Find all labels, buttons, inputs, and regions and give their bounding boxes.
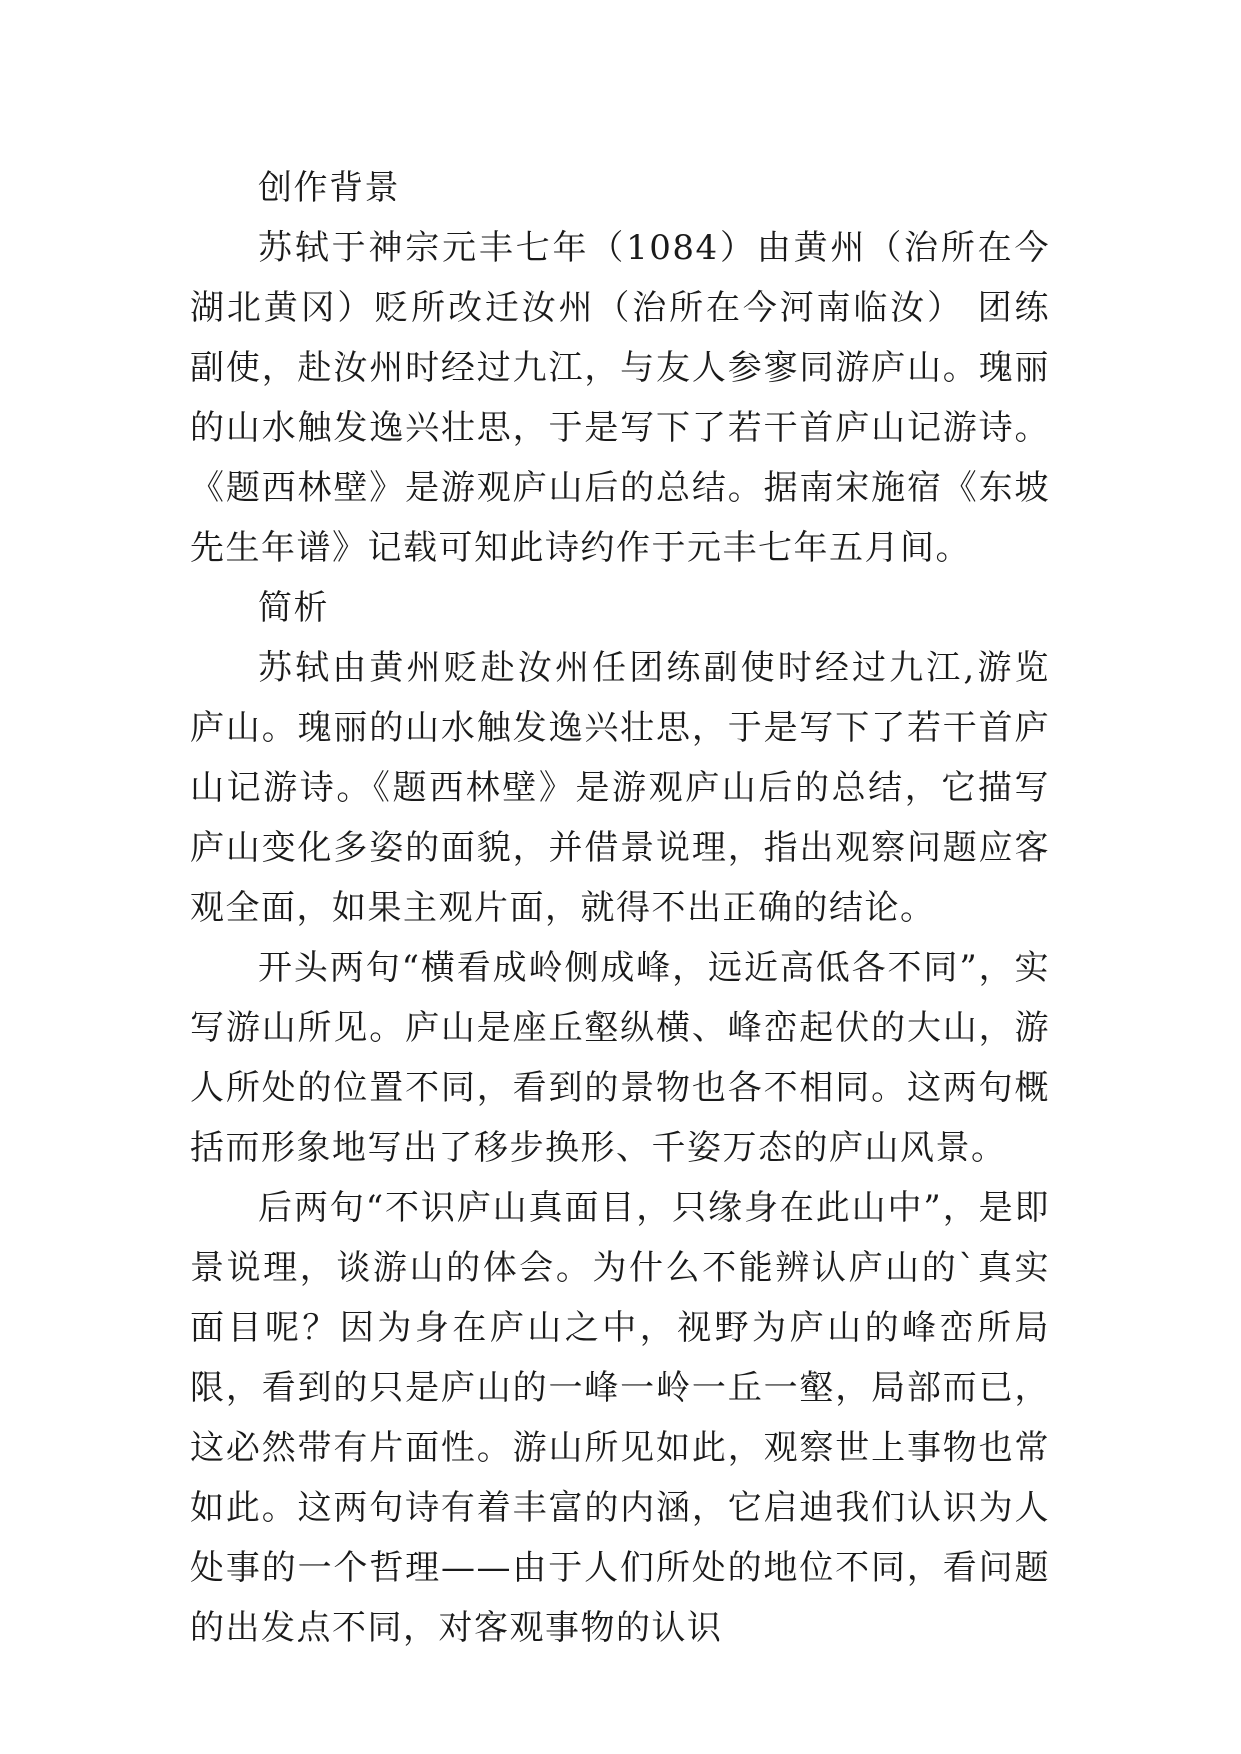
paragraph-analysis-2: 开头两句“横看成岭侧成峰，远近高低各不同”，实写游山所见。庐山是座丘壑纵横、峰峦起伏的大山，游人所处的位置不同，看到的景物也各不相同。这两句概括而形象地写出了移步换形、千姿万态的庐山风景。 — [190, 948, 1050, 1168]
document-body — [190, 158, 1050, 1658]
paragraph-background: 苏轼于神宗元丰七年（1084）由黄州（治所在今湖北黄冈）贬所改迁汝州（治所在今河南临汝） 团练副使，赴汝州时经过九江，与友人参寥同游庐山。瑰丽的山水触发逸兴壮思，于是写下了若干首庐山记游诗。《题西林壁》是游观庐山后的总结。据南宋施宿《东坡先生年谱》记载可知此诗约作于元丰七年五月间。 — [190, 228, 1050, 568]
section-heading-analysis: 简析 — [258, 588, 329, 628]
paragraph-analysis-3: 后两句“不识庐山真面目，只缘身在此山中”，是即景说理，谈游山的体会。为什么不能辨认庐山的`真实面目呢？因为身在庐山之中，视野为庐山的峰峦所局限，看到的只是庐山的一峰一岭一丘一壑，局部而已，这必然带有片面性。游山所见如此，观察世上事物也常如此。这两句诗有着丰富的内涵，它启迪我们认识为人处事的一个哲理——由于人们所处的地位不同，看问题的出发点不同，对客观事物的认识 — [190, 1188, 1050, 1648]
section-heading-background: 创作背景 — [258, 168, 400, 208]
paragraph-analysis-1: 苏轼由黄州贬赴汝州任团练副使时经过九江,游览庐山。瑰丽的山水触发逸兴壮思，于是写下了若干首庐山记游诗。《题西林壁》是游观庐山后的总结，它描写庐山变化多姿的面貌，并借景说理，指出观察问题应客观全面，如果主观片面，就得不出正确的结论。 — [190, 648, 1050, 928]
